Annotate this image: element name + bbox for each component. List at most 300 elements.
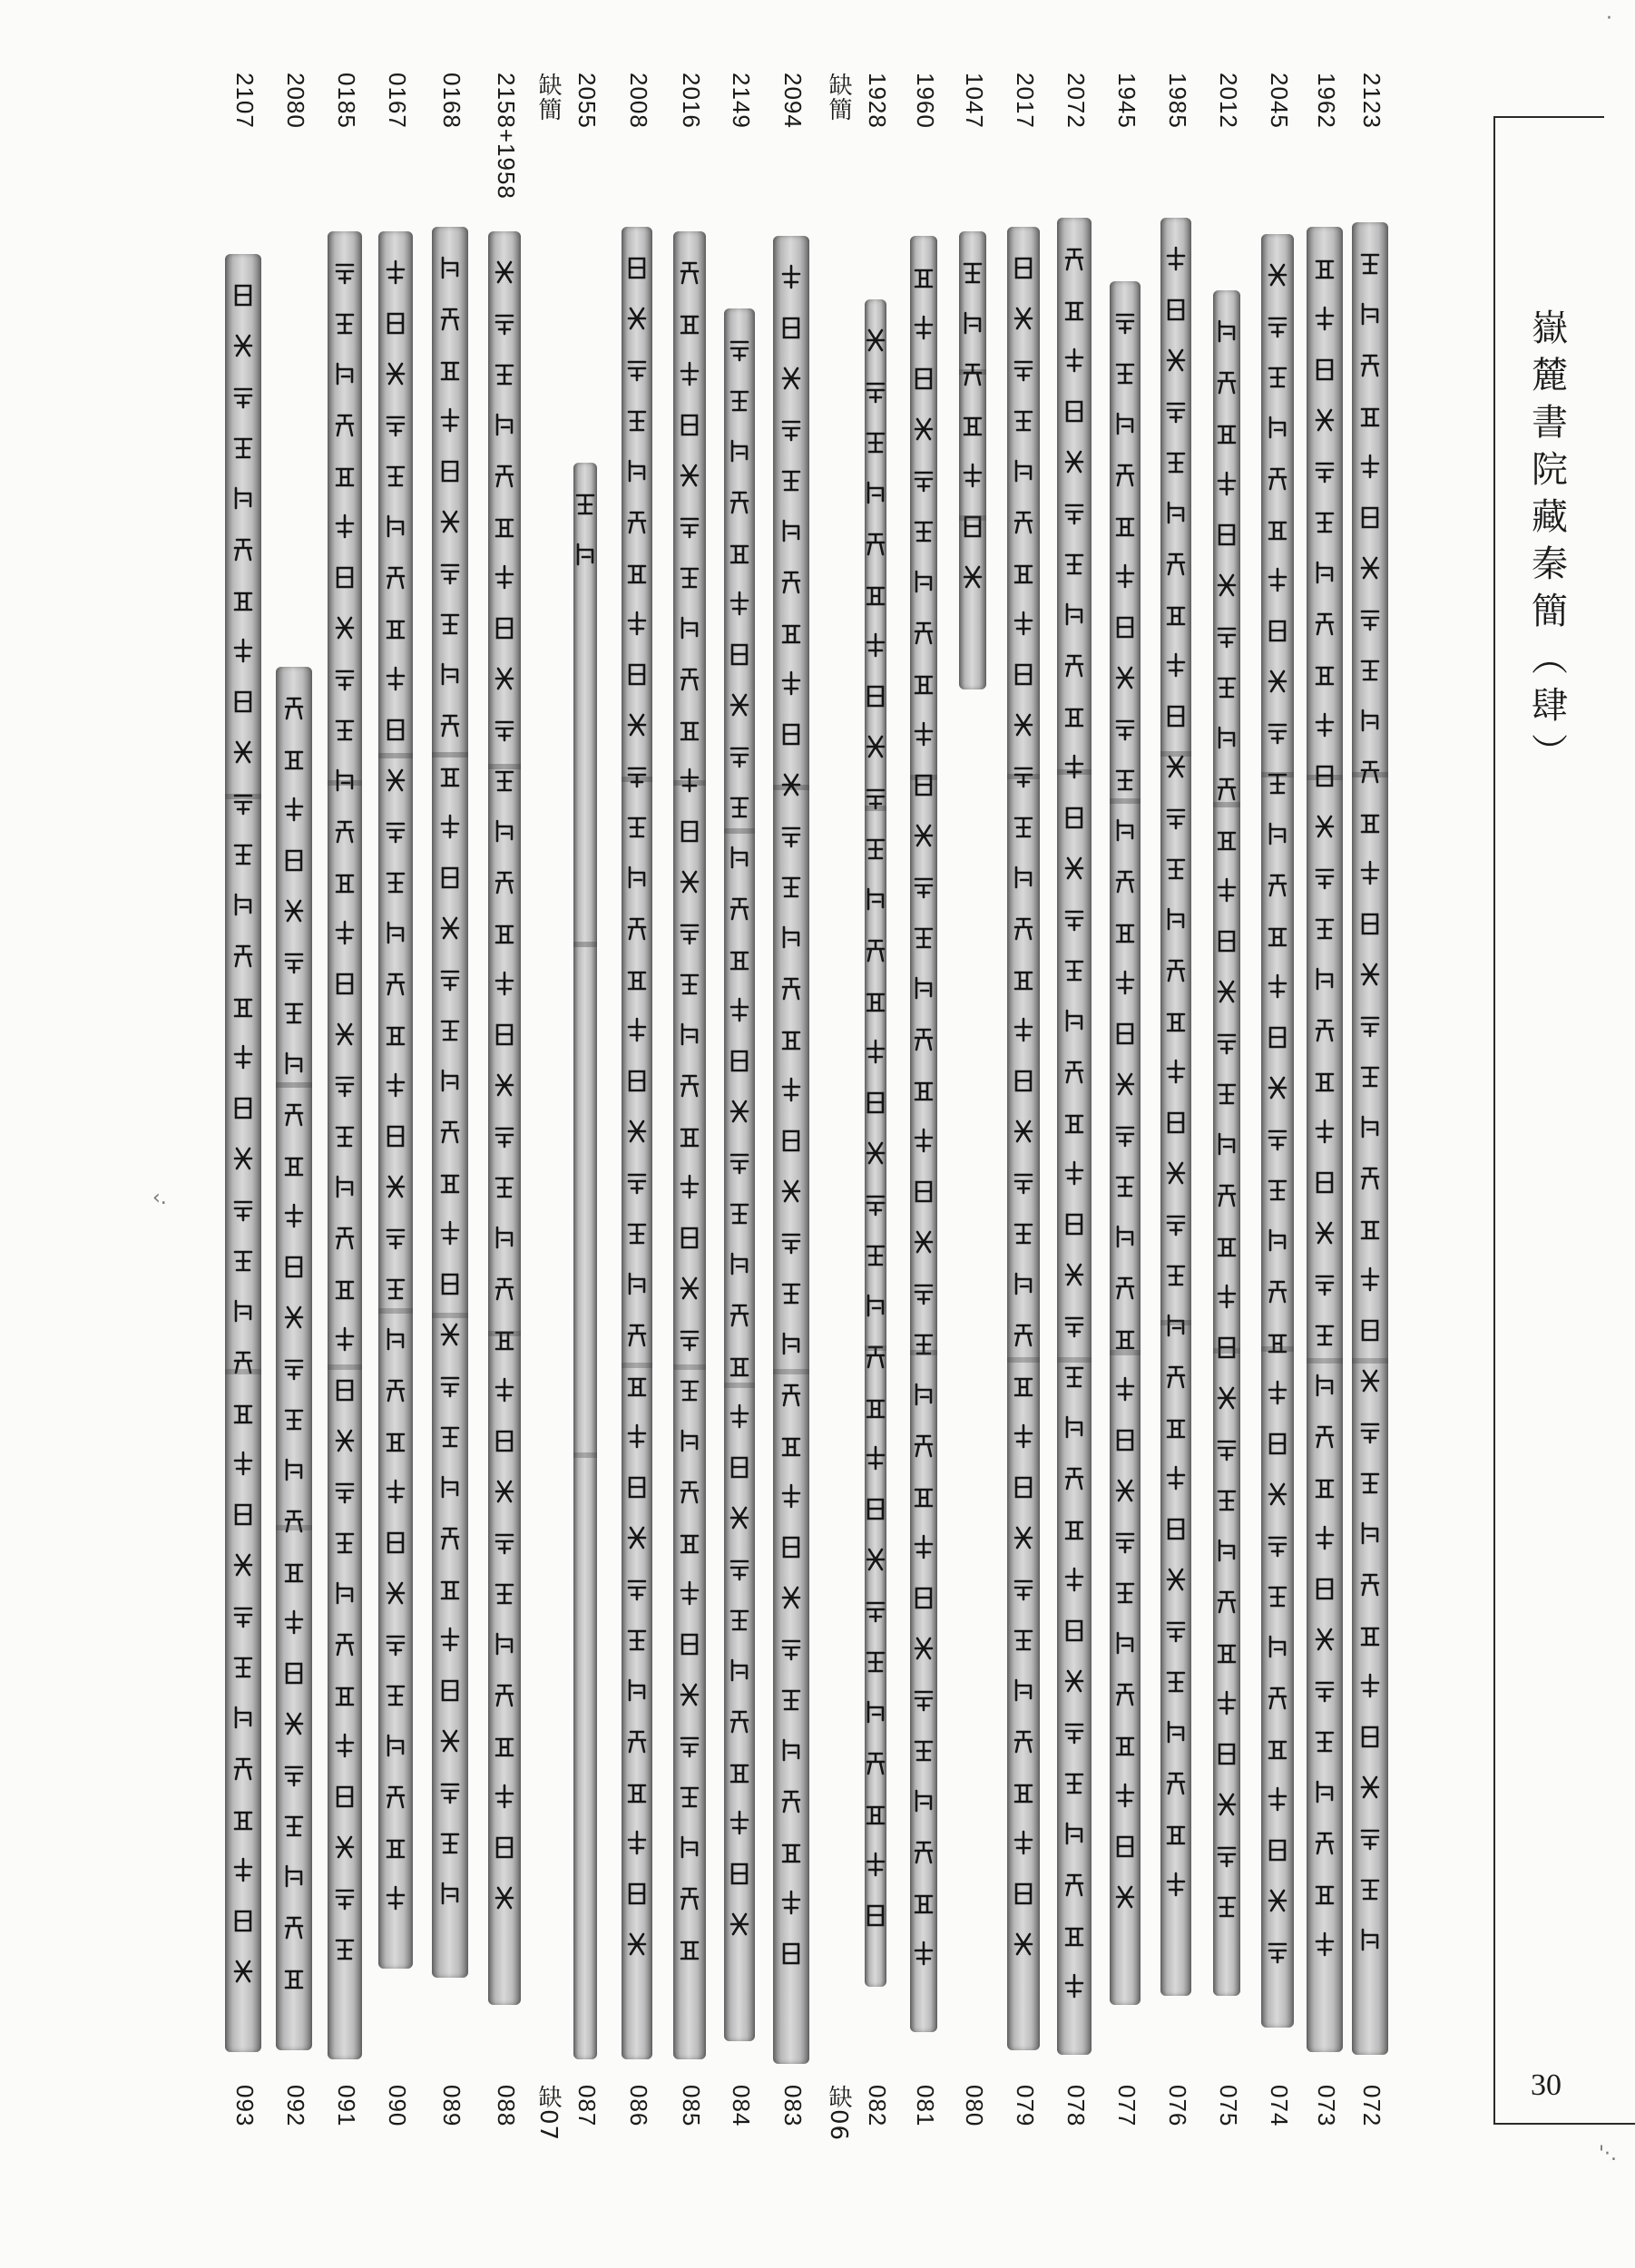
inscribed-glyph <box>1062 347 1086 374</box>
inscribed-glyph <box>333 1122 357 1149</box>
strip-inscription <box>1213 290 1240 1996</box>
inscribed-glyph <box>384 614 407 641</box>
inscribed-glyph <box>865 530 886 557</box>
inscribed-glyph <box>678 259 701 286</box>
inscribed-glyph <box>865 1393 886 1421</box>
inscribed-glyph <box>865 1089 886 1116</box>
inscribed-glyph <box>1313 1118 1336 1145</box>
inscribed-glyph <box>231 434 255 461</box>
inscribed-glyph <box>1313 1016 1336 1043</box>
inscribed-glyph <box>333 563 357 591</box>
inscribed-glyph <box>493 1579 516 1607</box>
inscribed-glyph <box>333 716 357 743</box>
inscribed-glyph <box>678 817 701 845</box>
inscribed-glyph <box>231 1602 255 1629</box>
inscribed-glyph <box>1164 550 1188 577</box>
inscribed-glyph <box>1266 617 1289 644</box>
inscribed-glyph <box>625 660 649 688</box>
inscribed-glyph <box>1164 1058 1188 1085</box>
inscribed-glyph <box>1164 1566 1188 1593</box>
inscribed-glyph <box>912 619 935 646</box>
strip-bottom-number: 089 <box>438 2085 465 2127</box>
inscribed-glyph <box>1164 1413 1188 1441</box>
inscribed-glyph <box>1358 707 1382 734</box>
inscribed-glyph <box>865 1241 886 1268</box>
inscribed-glyph <box>1012 1321 1035 1348</box>
inscribed-glyph <box>865 1495 886 1522</box>
strip-bottom-number: 088 <box>493 2085 520 2127</box>
inscribed-glyph <box>1113 1477 1137 1504</box>
strip-inscription <box>1261 234 1294 2028</box>
inscribed-glyph <box>678 1579 701 1607</box>
inscribed-glyph <box>1215 1435 1238 1462</box>
inscribed-glyph <box>231 1297 255 1325</box>
bamboo-strip-image <box>959 231 986 689</box>
inscribed-glyph <box>1313 254 1336 281</box>
missing-strip-number: 缺07 <box>534 2085 562 2142</box>
inscribed-glyph <box>493 665 516 692</box>
inscribed-glyph <box>231 1551 255 1579</box>
inscribed-glyph <box>1062 1667 1086 1695</box>
inscribed-glyph <box>961 411 984 438</box>
inscribed-glyph <box>493 1376 516 1403</box>
inscribed-glyph <box>625 1118 649 1145</box>
inscribed-glyph <box>678 716 701 743</box>
inscribed-glyph <box>1062 804 1086 831</box>
inscribed-glyph <box>282 1456 306 1483</box>
inscribed-glyph <box>1012 1727 1035 1755</box>
inscribed-glyph <box>1012 559 1035 586</box>
inscribed-glyph <box>1113 1426 1137 1453</box>
inscribed-glyph <box>1012 305 1035 332</box>
inscribed-glyph <box>231 1805 255 1833</box>
inscribed-glyph <box>493 868 516 895</box>
inscribed-glyph <box>1358 1570 1382 1598</box>
strip-top-number: 0168 <box>438 73 465 129</box>
inscribed-glyph <box>779 1686 803 1713</box>
inscribed-glyph <box>728 1453 751 1481</box>
inscribed-glyph <box>678 919 701 946</box>
strip-top-number: 1962 <box>1313 73 1340 129</box>
inscribed-glyph <box>1266 1938 1289 1965</box>
inscribed-glyph <box>1113 1731 1137 1758</box>
inscribed-glyph <box>961 462 984 489</box>
inscribed-glyph <box>1215 1791 1238 1818</box>
strip-bottom-number: 073 <box>1313 2085 1340 2127</box>
strip-top-number: 1945 <box>1113 73 1141 129</box>
inscribed-glyph <box>625 1626 649 1653</box>
inscribed-glyph <box>1062 956 1086 983</box>
inscribed-glyph <box>1313 914 1336 942</box>
strip-bottom-number: 074 <box>1266 2085 1293 2127</box>
strip-top-number: 2055 <box>573 73 601 129</box>
inscribed-glyph <box>728 1860 751 1887</box>
inscribed-glyph <box>1062 1921 1086 1949</box>
inscribed-glyph <box>1113 1782 1137 1809</box>
inscribed-glyph <box>728 1758 751 1785</box>
inscribed-glyph <box>625 914 649 942</box>
inscribed-glyph <box>333 1173 357 1200</box>
strip-inscription <box>1110 281 1141 2005</box>
bamboo-strip-image <box>1057 218 1092 2055</box>
inscribed-glyph <box>678 1376 701 1403</box>
inscribed-glyph <box>1164 1718 1188 1745</box>
inscribed-glyph <box>625 254 649 281</box>
inscribed-glyph <box>1266 1887 1289 1914</box>
inscribed-glyph <box>282 1507 306 1534</box>
inscribed-glyph <box>1012 1422 1035 1450</box>
inscribed-glyph <box>1266 414 1289 441</box>
inscribed-glyph <box>625 1931 649 1958</box>
inscribed-glyph <box>1012 965 1035 992</box>
inscribed-glyph <box>1012 1931 1035 1958</box>
inscribed-glyph <box>438 1372 462 1399</box>
inscribed-glyph <box>912 1736 935 1764</box>
inscribed-glyph <box>1215 1892 1238 1920</box>
inscribed-glyph <box>1215 572 1238 599</box>
inscribed-glyph <box>912 1889 935 1916</box>
inscribed-glyph <box>438 1168 462 1196</box>
inscribed-glyph <box>231 1755 255 1782</box>
inscribed-glyph <box>728 488 751 515</box>
inscribed-glyph <box>1358 1113 1382 1140</box>
inscribed-glyph <box>912 568 935 595</box>
inscribed-glyph <box>865 1597 886 1624</box>
inscribed-glyph <box>384 919 407 946</box>
inscribed-glyph <box>728 894 751 922</box>
inscribed-glyph <box>231 1704 255 1731</box>
inscribed-glyph <box>779 1228 803 1256</box>
inscribed-glyph <box>231 484 255 512</box>
inscribed-glyph <box>1313 1321 1336 1348</box>
inscribed-glyph <box>625 1727 649 1755</box>
inscribed-glyph <box>333 1275 357 1302</box>
inscribed-glyph <box>1215 1130 1238 1158</box>
inscribed-glyph <box>1113 410 1137 437</box>
strip-top-number: 2094 <box>779 73 807 129</box>
inscribed-glyph <box>493 1681 516 1708</box>
inscribed-glyph <box>1215 673 1238 700</box>
inscribed-glyph <box>779 771 803 798</box>
inscribed-glyph <box>678 360 701 387</box>
inscribed-glyph <box>625 1524 649 1551</box>
inscribed-glyph <box>333 1325 357 1353</box>
inscribed-glyph <box>1358 1367 1382 1394</box>
inscribed-glyph <box>678 1935 701 1962</box>
inscribed-glyph <box>1313 864 1336 891</box>
inscribed-glyph <box>438 406 462 434</box>
inscribed-glyph <box>678 1173 701 1200</box>
inscribed-glyph <box>1266 871 1289 898</box>
inscribed-glyph <box>1012 914 1035 942</box>
inscribed-glyph <box>779 365 803 392</box>
strip-top-number: 1985 <box>1164 73 1191 129</box>
inscribed-glyph <box>1113 359 1137 386</box>
inscribed-glyph <box>493 1783 516 1810</box>
inscribed-glyph <box>1062 499 1086 526</box>
inscribed-glyph <box>1313 356 1336 383</box>
inscribed-glyph <box>1358 1520 1382 1547</box>
inscribed-glyph <box>1266 566 1289 593</box>
inscribed-glyph <box>1313 305 1336 332</box>
inscribed-glyph <box>1313 1880 1336 1907</box>
strip-top-number: 2107 <box>231 73 259 129</box>
inscribed-glyph <box>1266 312 1289 339</box>
inscribed-glyph <box>438 711 462 738</box>
inscribed-glyph <box>1358 402 1382 429</box>
inscribed-glyph <box>384 462 407 489</box>
strip-top-number: 0185 <box>333 73 360 129</box>
inscribed-glyph <box>1113 1121 1137 1149</box>
inscribed-glyph <box>779 415 803 443</box>
inscribed-glyph <box>1266 1785 1289 1813</box>
inscribed-glyph <box>865 1038 886 1065</box>
inscribed-glyph <box>1113 1223 1137 1250</box>
inscribed-glyph <box>1215 368 1238 396</box>
inscribed-glyph <box>1012 1168 1035 1196</box>
inscribed-glyph <box>1062 1007 1086 1034</box>
inscribed-glyph <box>333 1427 357 1454</box>
inscribed-glyph <box>231 1399 255 1426</box>
inscribed-glyph <box>1215 1689 1238 1716</box>
bamboo-strip-image <box>1307 227 1343 2052</box>
inscribed-glyph <box>912 1228 935 1256</box>
inscribed-glyph <box>493 970 516 997</box>
inscribed-glyph <box>493 1427 516 1454</box>
inscribed-glyph <box>779 1635 803 1662</box>
inscribed-glyph <box>282 1354 306 1382</box>
inscribed-glyph <box>865 1851 886 1878</box>
strip-top-number: 2072 <box>1062 73 1090 129</box>
inscribed-glyph <box>282 1659 306 1686</box>
inscribed-glyph <box>1358 503 1382 531</box>
inscribed-glyph <box>625 1778 649 1805</box>
inscribed-glyph <box>865 631 886 659</box>
inscribed-glyph <box>1313 1829 1336 1856</box>
inscribed-glyph <box>1266 363 1289 390</box>
inscribed-glyph <box>728 742 751 769</box>
inscribed-glyph <box>1062 1210 1086 1237</box>
inscribed-glyph <box>1358 605 1382 632</box>
inscribed-glyph <box>1266 261 1289 288</box>
inscribed-glyph <box>1215 1638 1238 1666</box>
inscribed-glyph <box>1113 1883 1137 1911</box>
inscribed-glyph <box>779 263 803 290</box>
inscribed-glyph <box>333 1579 357 1607</box>
inscribed-glyph <box>1358 1723 1382 1750</box>
inscribed-glyph <box>625 864 649 891</box>
inscribed-glyph <box>1313 965 1336 992</box>
inscribed-glyph <box>384 817 407 845</box>
inscribed-glyph <box>1215 826 1238 853</box>
inscribed-glyph <box>779 1940 803 1967</box>
inscribed-glyph <box>912 720 935 748</box>
inscribed-glyph <box>1113 918 1137 945</box>
inscribed-glyph <box>1266 1481 1289 1508</box>
missing-strip-label: 缺簡 <box>825 73 852 122</box>
inscribed-glyph <box>1358 1824 1382 1852</box>
inscribed-glyph <box>912 670 935 697</box>
inscribed-glyph <box>333 919 357 946</box>
strip-bottom-number: 078 <box>1062 2085 1090 2127</box>
inscribed-glyph <box>1358 1215 1382 1242</box>
inscribed-glyph <box>1266 1531 1289 1559</box>
inscribed-glyph <box>1012 254 1035 281</box>
missing-strip-number: 缺06 <box>825 2085 852 2142</box>
inscribed-glyph <box>678 868 701 895</box>
inscribed-glyph <box>865 377 886 405</box>
inscribed-glyph <box>865 1190 886 1217</box>
inscribed-glyph <box>728 539 751 566</box>
inscribed-glyph <box>1313 660 1336 688</box>
inscribed-glyph <box>678 513 701 540</box>
inscribed-glyph <box>333 817 357 845</box>
inscribed-glyph <box>231 535 255 562</box>
inscribed-glyph <box>231 1348 255 1375</box>
inscribed-glyph <box>438 1880 462 1907</box>
inscribed-glyph <box>384 1884 407 1911</box>
inscribed-glyph <box>384 259 407 286</box>
inscribed-glyph <box>1266 922 1289 949</box>
inscribed-glyph <box>1113 766 1137 793</box>
inscribed-glyph <box>1215 1334 1238 1361</box>
inscribed-glyph <box>1012 1677 1035 1704</box>
inscribed-glyph <box>1313 813 1336 840</box>
inscribed-glyph <box>1215 1740 1238 1767</box>
bamboo-strip-image <box>432 227 468 1978</box>
inscribed-glyph <box>493 716 516 743</box>
inscribed-glyph <box>625 1219 649 1246</box>
inscribed-glyph <box>384 767 407 794</box>
inscribed-glyph <box>438 1118 462 1145</box>
inscribed-glyph <box>1062 1464 1086 1491</box>
inscribed-glyph <box>333 259 357 286</box>
inscribed-glyph <box>1358 1469 1382 1496</box>
strip-bottom-number: 072 <box>1358 2085 1385 2127</box>
inscribed-glyph <box>912 1279 935 1306</box>
inscribed-glyph <box>1215 1232 1238 1259</box>
strip-inscription <box>488 231 521 2005</box>
inscribed-glyph <box>333 1376 357 1403</box>
inscribed-glyph <box>1062 651 1086 679</box>
inscribed-glyph <box>1164 601 1188 628</box>
inscribed-glyph <box>384 1173 407 1200</box>
inscribed-glyph <box>1358 961 1382 988</box>
inscribed-glyph <box>1358 1672 1382 1699</box>
inscribed-glyph <box>961 259 984 286</box>
inscribed-glyph <box>625 813 649 840</box>
inscribed-glyph <box>493 309 516 337</box>
strip-bottom-number: 090 <box>384 2085 411 2127</box>
inscribed-glyph <box>1164 448 1188 475</box>
bamboo-strip-image <box>1352 222 1388 2055</box>
inscribed-glyph <box>333 1478 357 1505</box>
inscribed-glyph <box>678 411 701 438</box>
inscribed-glyph <box>282 1253 306 1280</box>
inscribed-glyph <box>728 1504 751 1531</box>
inscribed-glyph <box>1358 910 1382 937</box>
inscribed-glyph <box>865 1698 886 1725</box>
inscribed-glyph <box>779 1838 803 1865</box>
inscribed-glyph <box>1062 905 1086 933</box>
inscribed-glyph <box>865 479 886 506</box>
inscribed-glyph <box>625 1067 649 1094</box>
inscribed-glyph <box>1313 1575 1336 1602</box>
inscribed-glyph <box>912 1584 935 1611</box>
inscribed-glyph <box>779 1432 803 1459</box>
inscribed-glyph <box>912 1127 935 1154</box>
inscribed-glyph <box>1266 1735 1289 1762</box>
inscribed-glyph <box>1313 1727 1336 1755</box>
inscribed-glyph <box>231 1145 255 1172</box>
inscribed-glyph <box>438 864 462 891</box>
strip-bottom-number: 075 <box>1215 2085 1242 2127</box>
inscribed-glyph <box>1215 775 1238 802</box>
inscribed-glyph <box>678 767 701 794</box>
inscribed-glyph <box>493 1884 516 1911</box>
strip-inscription <box>573 463 597 2059</box>
page-number: 30 <box>1531 2068 1562 2102</box>
inscribed-glyph <box>231 1094 255 1121</box>
inscribed-glyph <box>438 1778 462 1805</box>
inscribed-glyph <box>493 513 516 540</box>
inscribed-glyph <box>1313 1626 1336 1653</box>
strip-bottom-number: 092 <box>282 2085 309 2127</box>
inscribed-glyph <box>625 305 649 332</box>
inscribed-glyph <box>333 462 357 489</box>
bamboo-strip-image <box>1007 227 1040 2050</box>
inscribed-glyph <box>493 1325 516 1353</box>
bamboo-strip-image <box>865 299 886 1987</box>
inscribed-glyph <box>1062 855 1086 882</box>
inscribed-glyph <box>1062 1718 1086 1745</box>
inscribed-glyph <box>1062 1312 1086 1339</box>
inscribed-glyph <box>333 1884 357 1911</box>
inscribed-glyph <box>1012 1473 1035 1501</box>
inscribed-glyph <box>779 822 803 849</box>
inscribed-glyph <box>1358 1621 1382 1648</box>
inscribed-glyph <box>728 1657 751 1684</box>
inscribed-glyph <box>1113 512 1137 539</box>
inscribed-glyph <box>231 1856 255 1883</box>
inscribed-glyph <box>779 1127 803 1154</box>
inscribed-glyph <box>865 428 886 455</box>
inscribed-glyph <box>865 885 886 913</box>
inscribed-glyph <box>384 868 407 895</box>
inscribed-glyph <box>912 1330 935 1357</box>
inscribed-glyph <box>678 614 701 641</box>
inscribed-glyph <box>1062 601 1086 628</box>
inscribed-glyph <box>678 1021 701 1048</box>
inscribed-glyph <box>493 614 516 641</box>
inscribed-glyph <box>1164 956 1188 983</box>
inscribed-glyph <box>1266 820 1289 847</box>
inscribed-glyph <box>1113 1375 1137 1403</box>
inscribed-glyph <box>1113 613 1137 640</box>
inscribed-glyph <box>1358 1418 1382 1445</box>
bamboo-strip-image <box>773 236 809 2064</box>
inscribed-glyph <box>493 1275 516 1302</box>
inscribed-glyph <box>1062 448 1086 475</box>
inscribed-glyph <box>1266 1430 1289 1457</box>
inscribed-glyph <box>493 1021 516 1048</box>
inscribed-glyph <box>1358 453 1382 480</box>
inscribed-glyph <box>779 1889 803 1916</box>
inscribed-glyph <box>493 767 516 794</box>
inscribed-glyph <box>1113 1020 1137 1047</box>
inscribed-glyph <box>1313 610 1336 637</box>
inscribed-glyph <box>333 513 357 540</box>
